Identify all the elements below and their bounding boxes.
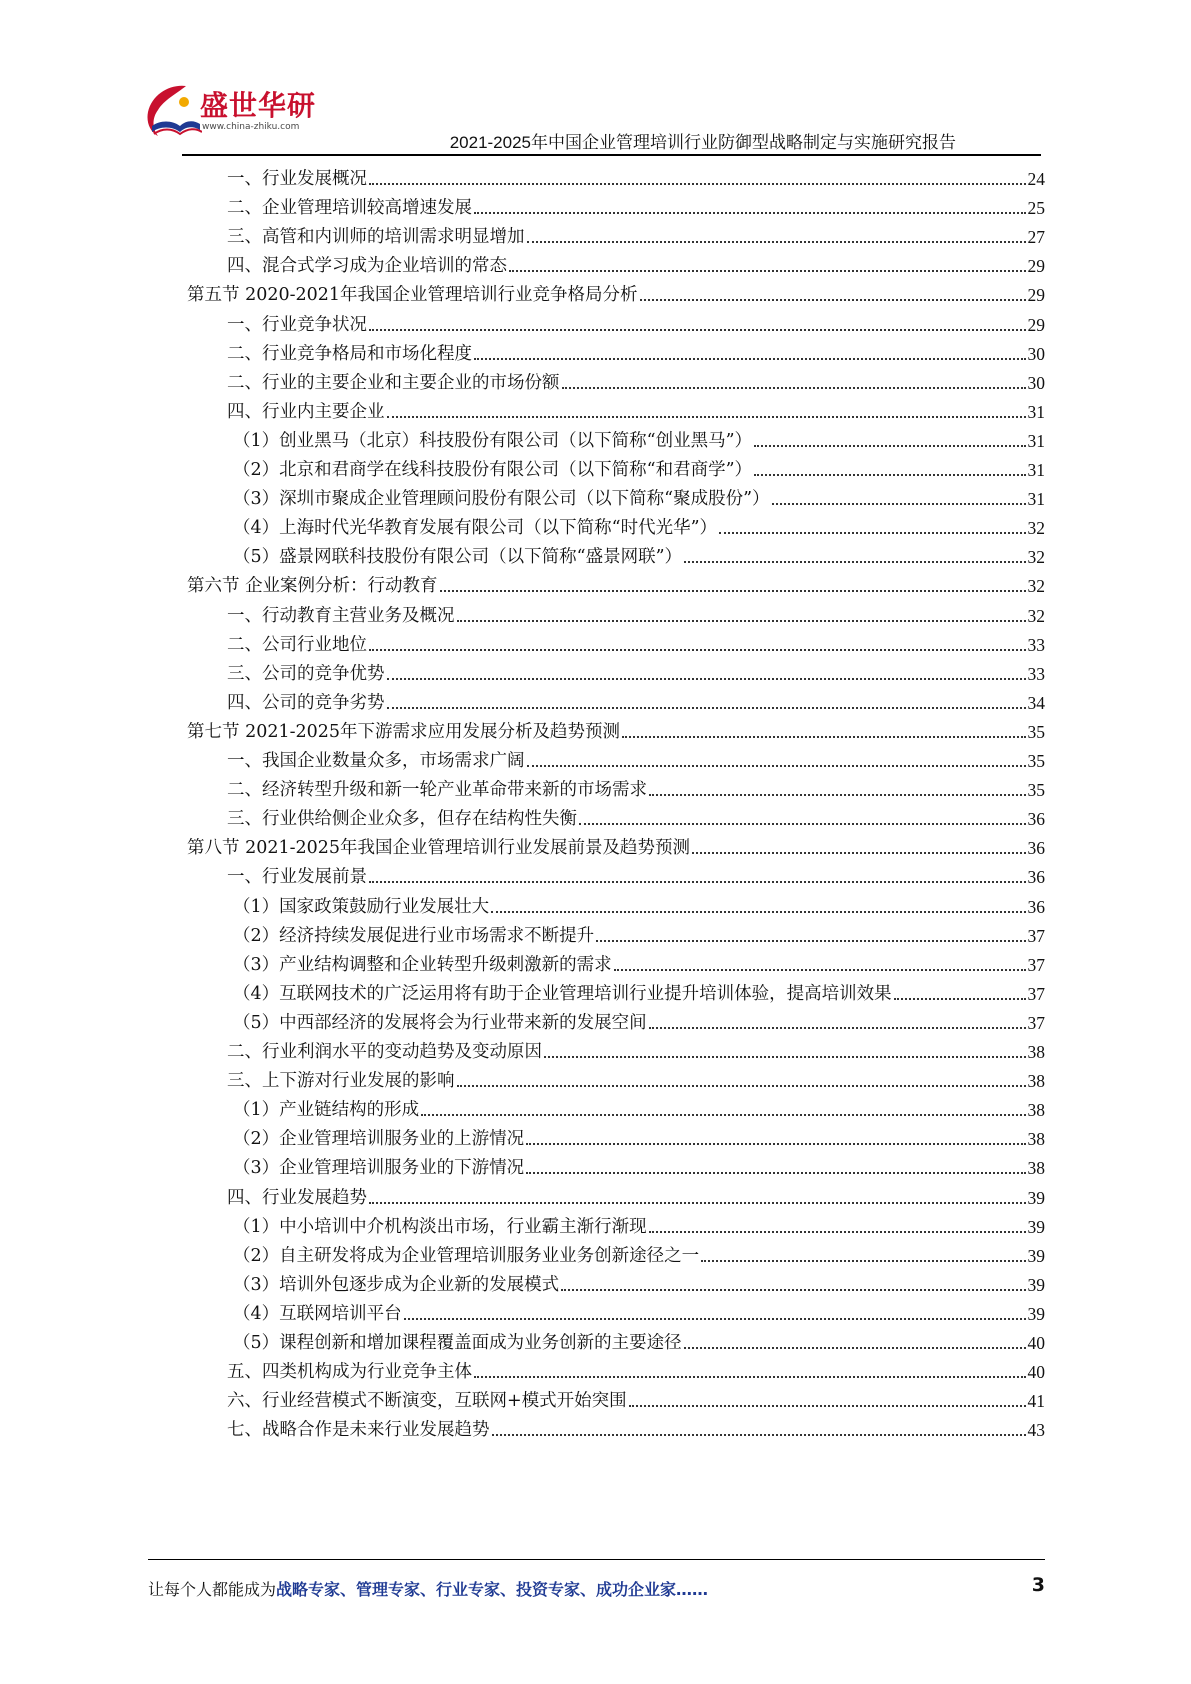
toc-entry-page: 40 <box>1027 1333 1045 1353</box>
toc-entry-title: （5）中西部经济的发展将会为行业带来新的发展空间 <box>233 1012 647 1033</box>
toc-leader-dots <box>457 606 1026 622</box>
toc-entry-title: 一、我国企业数量众多，市场需求广阔 <box>227 751 525 771</box>
toc-entry-title: （4）上海时代光华教育发展有限公司（以下简称“时代光华”） <box>233 518 718 539</box>
toc-leader-dots <box>544 1042 1026 1058</box>
toc-entry[interactable] <box>233 1237 1045 1268</box>
toc-entry-title: 第五节 2020-2021年我国企业管理培训行业竞争格局分析 <box>187 285 638 306</box>
toc-leader-dots <box>684 1333 1026 1349</box>
toc-entry[interactable] <box>227 858 1045 889</box>
toc-leader-dots <box>387 402 1026 418</box>
toc-entry-title: 一、行动教育主营业务及概况 <box>227 605 455 626</box>
logo-name: 盛世华研 <box>200 89 317 122</box>
toc-entry-page: 43 <box>1027 1420 1045 1441</box>
toc-leader-dots <box>369 169 1026 185</box>
toc-entry[interactable] <box>233 509 1045 540</box>
toc-entry[interactable] <box>227 218 1045 249</box>
footer-slogan-emphasis: 战略专家、管理专家、行业专家、投资专家、成功企业家…… <box>276 1580 709 1599</box>
toc-leader-dots <box>649 1217 1026 1233</box>
toc-entry[interactable] <box>233 422 1045 453</box>
footer-slogan <box>148 1577 708 1600</box>
toc-leader-dots <box>562 373 1026 389</box>
toc-entry-page: 24 <box>1027 169 1045 189</box>
logo-mark-icon <box>140 80 202 142</box>
toc-leader-dots <box>684 547 1025 563</box>
toc-entry[interactable] <box>227 800 1045 831</box>
report-title: 2021-2025年中国企业管理培训行业防御型战略制定与实施研究报告 <box>449 133 956 152</box>
toc-entry-title: （1）产业链结构的形成 <box>233 1100 420 1121</box>
toc-entry-title: 第八节 2021-2025年我国企业管理培训行业发展前景及趋势预测 <box>187 838 691 859</box>
toc-entry-title: 第七节 2021-2025年下游需求应用发展分析及趋势预测 <box>187 721 621 742</box>
toc-entry[interactable] <box>227 655 1045 686</box>
toc-entry-title: 一、行业竞争状况 <box>227 314 367 335</box>
toc-entry-title: 一、行业发展概况 <box>227 169 367 189</box>
toc-entry[interactable] <box>233 975 1045 1006</box>
toc-entry-title: （2）企业管理培训服务业的上游情况 <box>233 1129 525 1150</box>
toc-entry[interactable] <box>187 829 1045 860</box>
toc-entry-page: 33 <box>1027 663 1045 684</box>
toc-entry-title: （1）国家政策鼓励行业发展壮大 <box>233 896 490 917</box>
toc-entry-title: （3）产业结构调整和企业转型升级刺激新的需求 <box>233 954 612 975</box>
toc-leader-dots <box>772 489 1026 505</box>
company-logo <box>140 80 330 142</box>
toc-entry-title: （2）北京和君商学在线科技股份有限公司（以下简称“和君商学”） <box>233 460 753 480</box>
toc-entry[interactable] <box>187 713 1045 744</box>
toc-entry[interactable] <box>233 1266 1045 1297</box>
toc-entry-title: （2）经济持续发展促进行业市场需求不断提升 <box>233 925 595 946</box>
toc-entry[interactable] <box>233 917 1045 948</box>
toc-entry-title: 三、上下游对行业发展的影响 <box>227 1071 455 1092</box>
toc-entry[interactable] <box>227 393 1045 424</box>
toc-entry-page: 38 <box>1027 1158 1045 1179</box>
toc-leader-dots <box>369 315 1026 331</box>
toc-entry-title: （4）互联网培训平台 <box>233 1303 402 1324</box>
header-divider <box>182 154 1041 156</box>
toc-entry-title: 二、行业竞争格局和市场化程度 <box>227 343 472 364</box>
toc-entry-title: （2）自主研发将成为企业管理培训服务业业务创新途径之一 <box>233 1245 700 1266</box>
toc-leader-dots <box>457 1071 1026 1087</box>
toc-entry[interactable] <box>233 1324 1045 1355</box>
toc-entry-page: 38 <box>1027 1071 1045 1092</box>
toc-leader-dots <box>387 664 1026 680</box>
toc-entry-page: 39 <box>1027 1187 1045 1208</box>
toc-leader-dots <box>561 1275 1025 1291</box>
toc-entry[interactable] <box>233 451 1045 482</box>
toc-leader-dots <box>894 984 1026 1000</box>
toc-entry[interactable] <box>233 1120 1045 1151</box>
toc-entry-page: 36 <box>1027 896 1045 917</box>
toc-entry-page: 35 <box>1027 721 1045 742</box>
toc-entry-title: （3）培训外包逐步成为企业新的发展模式 <box>233 1274 560 1295</box>
toc-entry-title: 二、行业的主要企业和主要企业的市场份额 <box>227 372 560 393</box>
toc-entry[interactable] <box>227 1411 1045 1442</box>
toc-entry-page: 29 <box>1027 285 1045 306</box>
toc-entry[interactable] <box>227 1353 1045 1384</box>
toc-entry[interactable] <box>227 597 1045 628</box>
toc-leader-dots <box>526 1158 1025 1174</box>
toc-entry[interactable] <box>233 1091 1045 1122</box>
toc-entry-page: 37 <box>1027 983 1045 1004</box>
toc-entry-title: （5）盛景网联科技股份有限公司（以下简称“盛景网联”） <box>233 547 683 568</box>
toc-entry[interactable] <box>233 888 1045 919</box>
toc-entry[interactable] <box>227 626 1045 657</box>
toc-entry-page: 39 <box>1027 1274 1045 1295</box>
toc-entry-page: 33 <box>1027 634 1045 655</box>
toc-leader-dots <box>692 838 1025 854</box>
toc-entry-page: 31 <box>1027 401 1045 422</box>
toc-entry-page: 25 <box>1027 198 1045 219</box>
toc-entry-title: 四、公司的竞争劣势 <box>227 692 385 713</box>
toc-leader-dots <box>474 1362 1026 1378</box>
toc-entry[interactable] <box>233 1149 1045 1180</box>
toc-entry-page: 38 <box>1027 1042 1045 1062</box>
toc-entry[interactable] <box>227 247 1045 278</box>
logo-url: www.china-zhiku.com <box>202 122 300 132</box>
toc-entry-title: 三、高管和内训师的培训需求明显增加 <box>227 227 525 248</box>
toc-entry-page: 38 <box>1027 1129 1045 1150</box>
toc-leader-dots <box>629 1391 1026 1407</box>
toc-entry-title: （5）课程创新和增加课程覆盖面成为业务创新的主要途径 <box>233 1333 682 1353</box>
toc-entry-title: 六、行业经营模式不断演变，互联网+模式开始突围 <box>227 1391 627 1412</box>
toc-entry-title: 三、行业供给侧企业众多，但存在结构性失衡 <box>227 809 577 830</box>
toc-leader-dots <box>492 1420 1026 1436</box>
toc-entry-page: 38 <box>1027 1100 1045 1121</box>
toc-entry[interactable] <box>187 567 1045 598</box>
toc-entry-title: 三、公司的竞争优势 <box>227 663 385 684</box>
toc-entry-title: （3）企业管理培训服务业的下游情况 <box>233 1158 525 1179</box>
toc-entry-page: 31 <box>1027 430 1045 451</box>
toc-entry-page: 29 <box>1027 256 1045 277</box>
toc-entry-page: 39 <box>1027 1245 1045 1266</box>
toc-entry-page: 41 <box>1027 1391 1045 1412</box>
toc-leader-dots <box>527 227 1026 243</box>
page-header <box>0 0 1191 155</box>
toc-entry-title: 五、四类机构成为行业竞争主体 <box>227 1362 472 1383</box>
toc-leader-dots <box>649 1013 1026 1029</box>
toc-leader-dots <box>474 198 1026 214</box>
toc-leader-dots <box>387 693 1026 709</box>
toc-entry[interactable] <box>233 1004 1045 1035</box>
toc-leader-dots <box>649 780 1026 796</box>
toc-entry-title: 四、行业内主要企业 <box>227 401 385 422</box>
toc-leader-dots <box>491 897 1025 913</box>
toc-entry[interactable] <box>227 1033 1045 1064</box>
page-number: 3 <box>1031 1574 1045 1596</box>
toc-entry[interactable] <box>227 364 1045 395</box>
toc-leader-dots <box>369 867 1026 883</box>
toc-entry[interactable] <box>227 1382 1045 1413</box>
toc-entry[interactable] <box>227 684 1045 715</box>
toc-entry-page: 39 <box>1027 1216 1045 1237</box>
toc-entry[interactable] <box>187 276 1045 307</box>
toc-leader-dots <box>526 1129 1025 1145</box>
toc-leader-dots <box>440 576 1026 592</box>
toc-entry[interactable] <box>227 1179 1045 1210</box>
toc-leader-dots <box>369 635 1026 651</box>
toc-leader-dots <box>474 344 1026 360</box>
toc-entry[interactable] <box>227 335 1045 366</box>
toc-entry-title: 二、行业利润水平的变动趋势及变动原因 <box>227 1042 542 1062</box>
toc-entry-title: 二、公司行业地位 <box>227 634 367 655</box>
toc-leader-dots <box>754 431 1025 447</box>
toc-entry[interactable] <box>227 189 1045 220</box>
toc-entry-title: 二、经济转型升级和新一轮产业革命带来新的市场需求 <box>227 780 647 801</box>
toc-entry-title: 四、混合式学习成为企业培训的常态 <box>227 256 507 277</box>
toc-leader-dots <box>754 460 1025 476</box>
toc-entry-page: 35 <box>1027 751 1045 771</box>
toc-leader-dots <box>527 751 1026 767</box>
toc-entry-title: 一、行业发展前景 <box>227 867 367 888</box>
toc-leader-dots <box>719 518 1025 534</box>
toc-entry-title: 四、行业发展趋势 <box>227 1187 367 1208</box>
toc-entry-page: 37 <box>1027 954 1045 975</box>
toc-entry-page: 32 <box>1027 547 1045 568</box>
toc-entry-page: 36 <box>1027 867 1045 888</box>
toc-entry[interactable] <box>227 1062 1045 1093</box>
toc-entry-page: 37 <box>1027 1012 1045 1033</box>
toc-entry[interactable] <box>227 771 1045 802</box>
toc-entry-page: 32 <box>1027 576 1045 597</box>
footer-slogan-prefix: 让每个人都能成为 <box>148 1580 277 1599</box>
toc-leader-dots <box>369 1188 1026 1204</box>
toc-entry[interactable] <box>233 1295 1045 1326</box>
toc-leader-dots <box>701 1246 1025 1262</box>
toc-entry-page: 37 <box>1027 925 1045 946</box>
toc-entry-page: 29 <box>1027 314 1045 335</box>
toc-entry[interactable] <box>233 946 1045 977</box>
toc-entry-title: （1）创业黑马（北京）科技股份有限公司（以下简称“创业黑马”） <box>233 430 753 451</box>
toc-entry-title: 七、战略合作是未来行业发展趋势 <box>227 1420 490 1441</box>
toc-entry-page: 32 <box>1027 605 1045 626</box>
toc-entry-page: 35 <box>1027 780 1045 801</box>
toc-entry-title: 第六节 企业案例分析：行动教育 <box>187 576 438 597</box>
toc-entry-page: 30 <box>1027 372 1045 393</box>
toc-entry-page: 27 <box>1027 227 1045 248</box>
toc-leader-dots <box>614 955 1026 971</box>
toc-entry-title: （1）中小培训中介机构淡出市场，行业霸主渐行渐现 <box>233 1216 647 1237</box>
toc-entry[interactable] <box>227 160 1045 191</box>
toc-entry[interactable] <box>233 538 1045 569</box>
toc-leader-dots <box>421 1100 1025 1116</box>
toc-entry-page: 31 <box>1027 489 1045 510</box>
toc-entry-page: 30 <box>1027 343 1045 364</box>
toc-entry-page: 31 <box>1027 460 1045 480</box>
toc-entry-title: （3）深圳市聚成企业管理顾问股份有限公司（以下简称“聚成股份”） <box>233 489 770 510</box>
toc-leader-dots <box>622 722 1025 738</box>
toc-leader-dots <box>509 256 1026 272</box>
toc-leader-dots <box>596 926 1025 942</box>
toc-leader-dots <box>404 1304 1026 1320</box>
toc-entry-page: 34 <box>1027 692 1045 713</box>
toc-leader-dots <box>579 809 1026 825</box>
toc-entry-page: 36 <box>1027 838 1045 859</box>
toc-entry[interactable] <box>227 306 1045 337</box>
toc-entry-page: 32 <box>1027 518 1045 539</box>
toc-entry-page: 36 <box>1027 809 1045 830</box>
toc-entry-page: 39 <box>1027 1303 1045 1324</box>
toc-entry[interactable] <box>233 480 1045 511</box>
toc-entry-title: 二、企业管理培训较高增速发展 <box>227 198 472 219</box>
footer-divider <box>148 1559 1045 1560</box>
toc-entry-page: 40 <box>1027 1362 1045 1383</box>
toc-entry-title: （4）互联网技术的广泛运用将有助于企业管理培训行业提升培训体验，提高培训效果 <box>233 983 892 1004</box>
toc-leader-dots <box>640 285 1026 301</box>
toc-entry[interactable] <box>227 742 1045 773</box>
toc-entry[interactable] <box>233 1208 1045 1239</box>
